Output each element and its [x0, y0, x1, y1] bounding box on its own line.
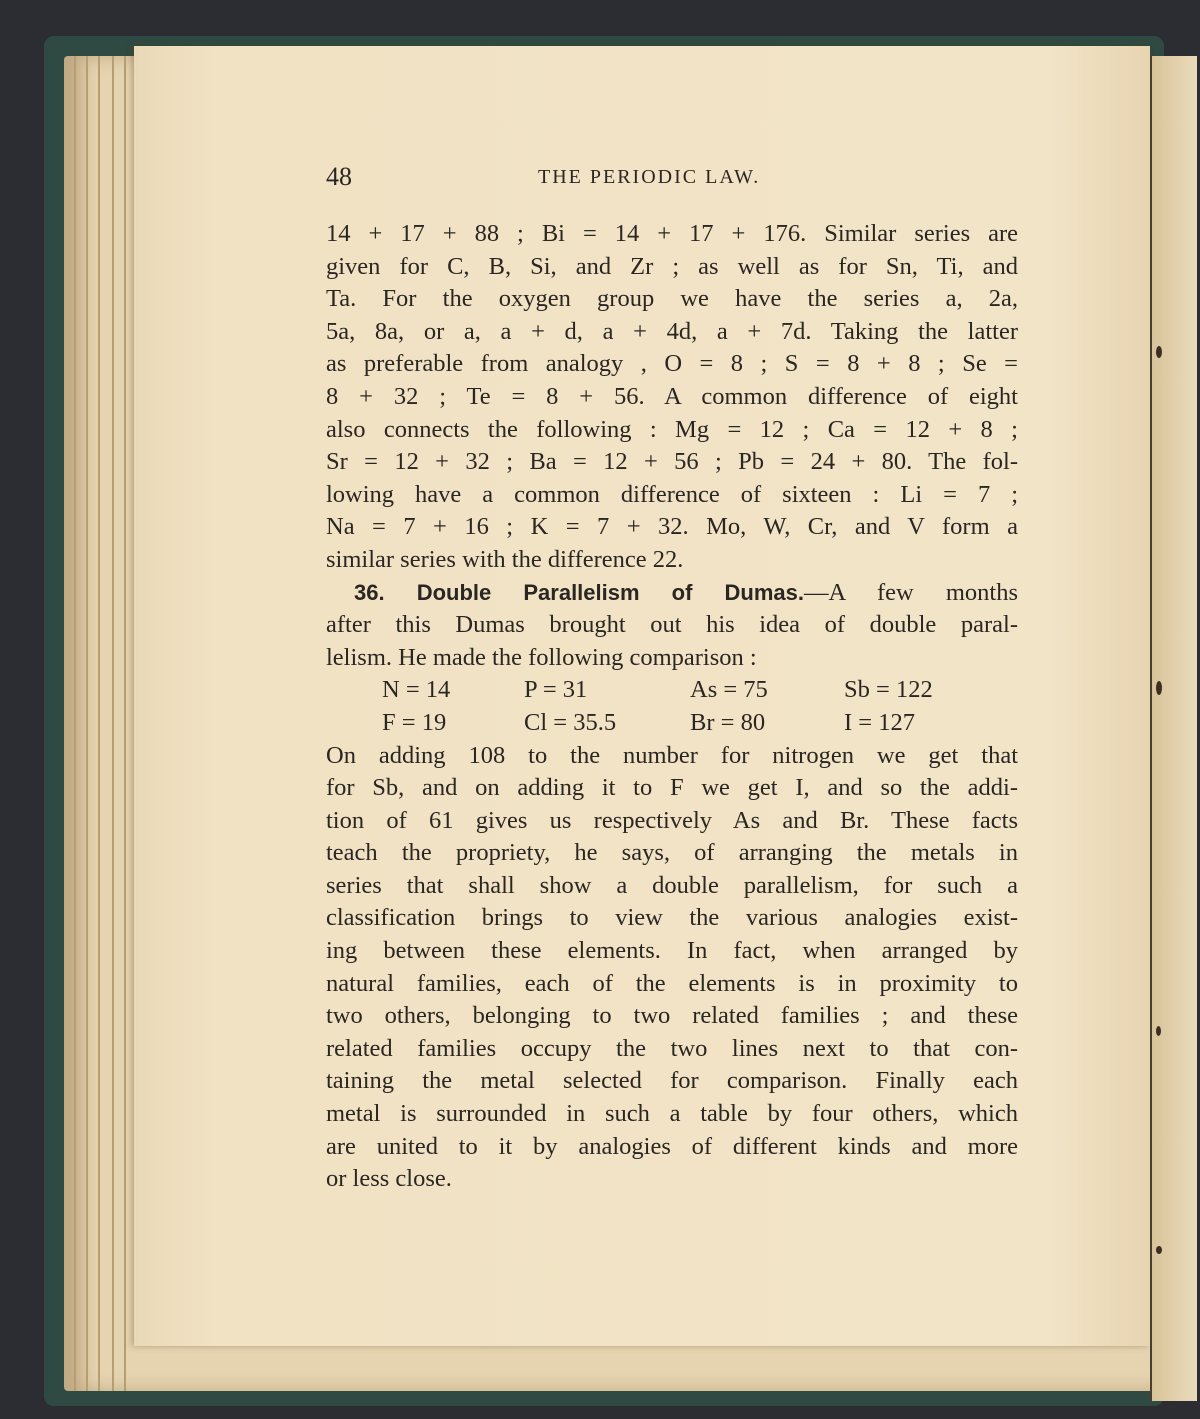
text-line: similar series with the difference 22.: [326, 545, 684, 573]
text-line: Sr = 12 + 32 ; Ba = 12 + 56 ; Pb = 24 + 80. The fol-: [326, 448, 1018, 476]
table-cell: Cl = 35.5: [524, 708, 617, 736]
text-line: Ta. For the oxygen group we have the series a, 2a,: [326, 285, 1018, 313]
text-line: also connects the following : Mg = 12 ; Ca = 12 + 8 ;: [326, 415, 1018, 443]
text-line: lelism. He made the following comparison :: [326, 643, 757, 671]
text-line: as preferable from analogy , O = 8 ; S = 8 + 8 ; Se =: [326, 350, 1018, 378]
table-cell: N = 14: [382, 676, 451, 704]
section-lead-text: —A few months: [804, 578, 1019, 606]
text-line: lowing have a common difference of sixteen : Li = 7 ;: [326, 480, 1018, 508]
text-line: Na = 7 + 16 ; K = 7 + 32. Mo, W, Cr, and V form a: [326, 513, 1018, 541]
table-cell: F = 19: [382, 708, 447, 736]
text-line: natural families, each of the elements is in proximity to: [326, 969, 1018, 997]
paragraph-2: [326, 740, 1018, 1196]
text-line: two others, belonging to two related families ; and these: [326, 1002, 1018, 1030]
text-line: metal is surrounded in such a table by four others, which: [326, 1100, 1018, 1128]
text-line: for Sb, and on adding it to F we get I, and so the addi-: [326, 774, 1018, 802]
text-line: after this Dumas brought out his idea of double paral-: [326, 611, 1018, 639]
text-line: 14 + 17 + 88 ; Bi = 14 + 17 + 176. Similar series are: [326, 220, 1018, 247]
text-line: 5a, 8a, or a, a + d, a + 4d, a + 7d. Taking the latter: [326, 317, 1018, 345]
table-cell: As = 75: [690, 676, 768, 704]
text-line: classification brings to view the various analogies exist-: [326, 904, 1018, 932]
table-cell: Sb = 122: [844, 676, 933, 704]
table-cell: I = 127: [844, 708, 915, 736]
text-line: 8 + 32 ; Te = 8 + 56. A common difference of eight: [326, 382, 1018, 410]
text-line: teach the propriety, he says, of arranging the metals in: [326, 839, 1018, 867]
paragraph-1: [326, 218, 1018, 577]
text-line: On adding 108 to the number for nitrogen we get that: [326, 741, 1018, 769]
text-line: given for C, B, Si, and Zr ; as well as for Sn, Ti, and: [326, 252, 1018, 280]
text-line: ing between these elements. In fact, when arranged by: [326, 937, 1018, 965]
text-line: series that shall show a double parallelism, for such a: [326, 871, 1018, 899]
text-line: are united to it by analogies of different kinds and more: [326, 1132, 1018, 1160]
section-heading-line: [326, 577, 1018, 610]
page-number: 48: [326, 162, 352, 191]
running-title: THE PERIODIC LAW.: [538, 166, 761, 188]
page-body: [326, 218, 1018, 1196]
facing-page-edge: [1150, 56, 1197, 1401]
text-line: tion of 61 gives us respectively As and Br. These facts: [326, 806, 1018, 834]
table-cell: P = 31: [524, 676, 588, 704]
table-row: [326, 707, 1018, 740]
section-heading: 36. Double Parallelism of Dumas.: [354, 579, 805, 605]
table-cell: Br = 80: [690, 708, 766, 736]
comparison-table: [326, 674, 1018, 739]
text-line: related families occupy the two lines next to that con-: [326, 1034, 1018, 1062]
section-36: [326, 577, 1018, 675]
text-line: taining the metal selected for comparison. Finally each: [326, 1067, 1018, 1095]
running-header: [326, 162, 1016, 202]
table-row: [326, 674, 1018, 707]
text-line: or less close.: [326, 1165, 452, 1193]
